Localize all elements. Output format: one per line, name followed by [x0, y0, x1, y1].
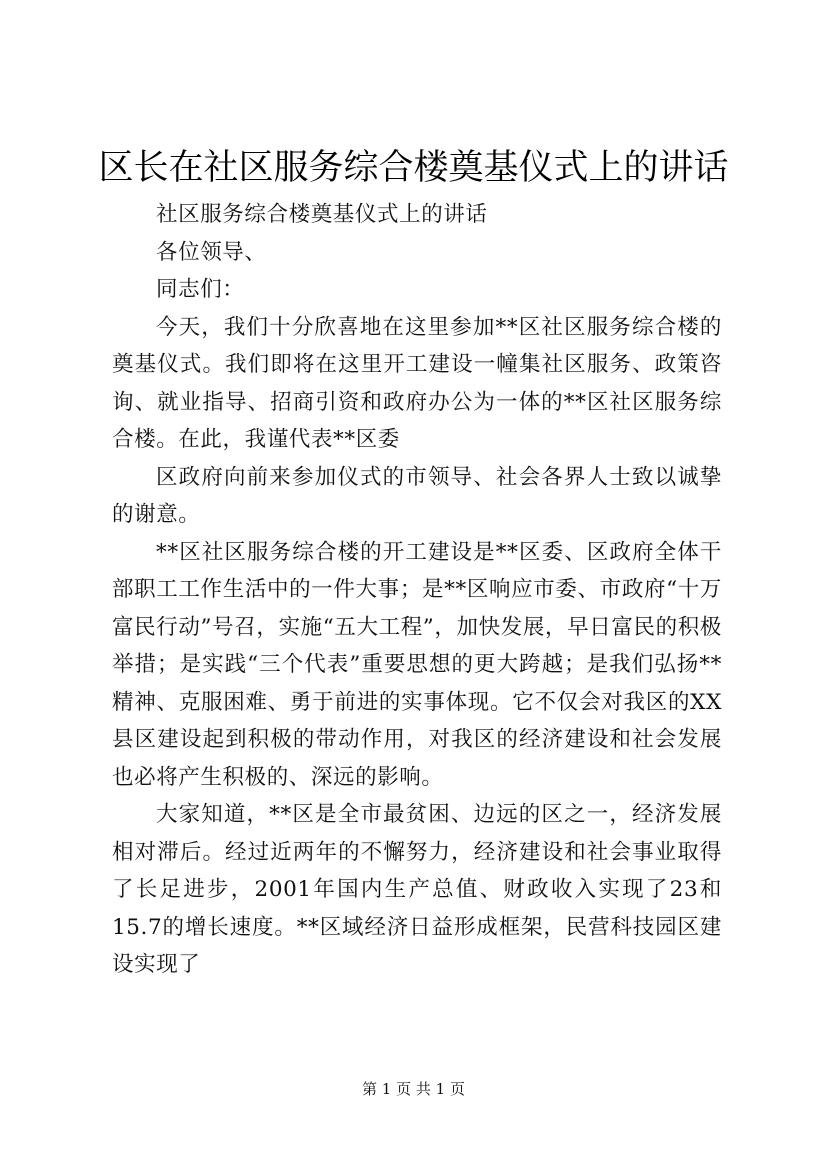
page-footer: 第 1 页 共 1 页: [362, 1080, 465, 1098]
body-paragraph: 今天，我们十分欣喜地在这里参加**区社区服务综合楼的奠基仪式。我们即将在这里开工建设一幢集社区服务、政策咨询、就业指导、招商引资和政府办公为一体的**区社区服务综合楼。在此，我谨代表**区委: [112, 314, 722, 452]
body-paragraph: **区社区服务综合楼的开工建设是**区委、区政府全体干部职工工作生活中的一件大事；是**区响应市委、市政府“十万富民行动”号召，实施“五大工程”，加快发展，早日富民的积极举措；是实践“三个代表”重要思想的更大跨越；是我们弘扬**精神、克服困难、勇于前进的实事体现。它不仅会对我区的XX县区建设起到积极的带动作用，对我区的经济建设和社会发展也必将产生积极的、深远的影响。: [112, 539, 722, 790]
body-paragraph: 区政府向前来参加仪式的市领导、社会各界人士致以诚挚的谢意。: [112, 464, 722, 527]
salutation-leaders: 各位领导、: [156, 239, 267, 265]
document-body: [112, 196, 722, 984]
body-paragraph: 大家知道，**区是全市最贫困、边远的区之一，经济发展相对滞后。经过近两年的不懈努力，经济建设和社会事业取得了长足进步，2001年国内生产总值、财政收入实现了23和15.7的增长速度。**区域经济日益形成框架，民营科技园区建设实现了: [112, 802, 722, 977]
subtitle-paragraph: 社区服务综合楼奠基仪式上的讲话: [156, 202, 488, 227]
salutation-comrades: 同志们：: [156, 277, 245, 302]
document-title: 区长在社区服务综合楼奠基仪式上的讲话: [98, 148, 729, 188]
